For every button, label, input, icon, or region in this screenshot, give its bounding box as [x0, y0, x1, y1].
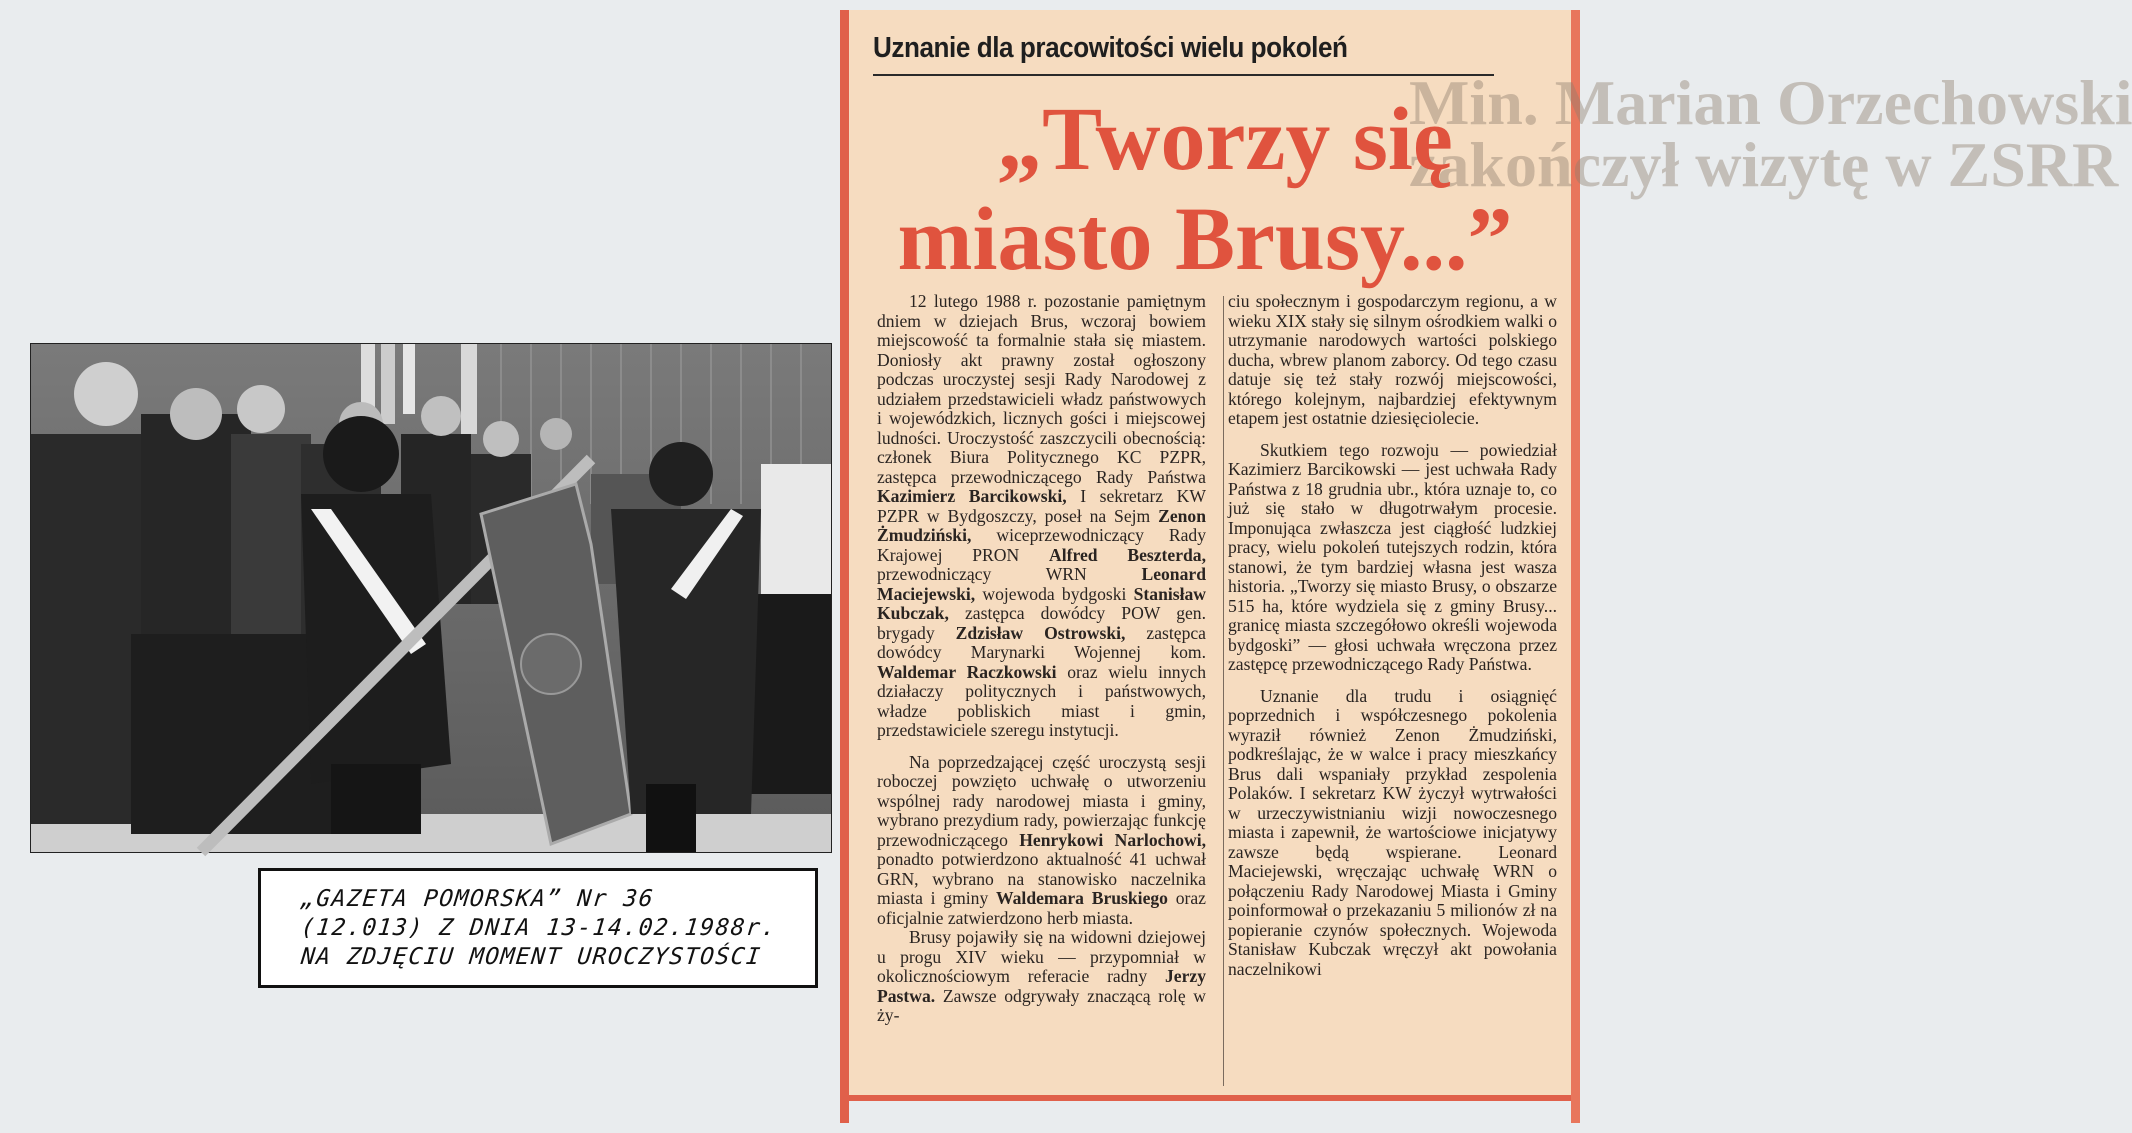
name-bold: Stanisław Kubczak, [877, 583, 1206, 623]
article-body [877, 292, 1557, 1092]
text-run: ponadto potwierdzono aktualność 41 uchwał GRN, wybrano na stanowisko naczelnika miasta i gminy [877, 849, 1206, 908]
name-bold: Waldemar Raczkowski [877, 661, 1057, 682]
text-run: Brusy pojawiły się na widowni dziejowej u progu XIV wieku — przypomniał w okolicznościowym referacie radny [877, 927, 1206, 986]
name-bold: Kazimierz Barcikowski, [877, 486, 1067, 506]
article-kicker: Uznanie dla pracowitości wielu pokoleń [873, 22, 1494, 76]
paragraph-2 [877, 753, 1206, 929]
text-run: przewodniczący WRN [877, 564, 1142, 584]
caption-line-2: (12.013) Z DNIA 13-14.02.1988r. [299, 915, 779, 941]
ghost-line-2: zakończył wizytę w ZSRR [1409, 129, 2119, 200]
photo-caption [258, 868, 818, 988]
name-bold: Zenon Żmudziński, [877, 505, 1206, 545]
paragraph-5: Skutkiem tego rozwoju — powiedział Kazimierz Barcikowski — jest uchwała Rady Państwa z 18 grudnia ubr., która uznaje to, co już się stało w długotrwałym procesie. Imponująca zwłaszcza jest ciągłość ludzkiej pracy, wielu pokoleń tutejszych rodzin, która stanowi, że tym bardziej własna jest wasza historia. „Tworzy się miasto Brusy, o obszarze 515 ha, które wydziela się z gminy Brusy... granicę miasta szczegółowo określi wojewoda bydgoski” — głosi uchwała wręczona przez zastępcę przewodniczącego Rady Państwa. [1228, 439, 1557, 674]
paragraph-6: Uznanie dla trudu i osiągnięć poprzednich i współczesnego pokolenia wyraził również Zenon Żmudziński, podkreślając, że w walce i pracy mieszkańcy Brus dali wspaniały przykład zespolenia Polaków. I sekretarz KW życzył wytrwałości w urzeczywistnianiu wizji nowoczesnego miasta i zapewnił, że wartościowe inicjatywy zawsze będą wspierane. Leonard Maciejewski, wręczając uchwałę WRN o połączeniu Rady Narodowej Miasta i Gminy poinformował o przekazaniu 5 milionów zł na popieranie czynów społecznych. Wojewoda Stanisław Kubczak wręczył akt powołania naczelnikowi [1228, 685, 1557, 979]
text-run: oraz wielu innych działaczy politycznych i państwowych, władze pobliskich miast i gmin, przedstawiciele szeregu instytucji. [877, 661, 1206, 740]
headline-line-2: miasto Brusy...” [897, 190, 1513, 289]
article-headline [895, 90, 1515, 290]
paragraph-1 [877, 292, 1206, 741]
caption-line-1: „GAZETA POMORSKA” Nr 36 [299, 886, 656, 912]
paragraph-4: ciu społecznym i gospodarczym regionu, a w wieku XIX stały się silnym ośrodkiem walki o utrzymanie narodowych wartości polskiego ducha, wbrew planom zaborcy. Od tego czasu datuje się też stały rozwój miejscowości, którego kolejnym, najbardziej efektywnym etapem jest ostatnie dziesięciolecie. [1228, 291, 1557, 428]
ceremony-photo [30, 343, 832, 853]
text-run: wiceprzewodniczący Rady Krajowej PRON [877, 525, 1206, 565]
caption-line-3: NA ZDJĘCIU MOMENT UROCZYSTOŚCI [299, 944, 763, 970]
text-run: I sekretarz KW PZPR w Bydgoszczy, poseł na Sejm [877, 486, 1206, 526]
text-run: 12 lutego 1988 r. pozostanie pamiętnym dniem w dziejach Brus, wczoraj bowiem miejscowość ta formalnie stała się miastem. Doniosły akt prawny został ogłoszony podczas uroczystej sesji Rady Narodowej z udziałem przedstawicieli władz państwowych i wojewódzkich, licznych gości i miejscowej ludności. Uroczystość zaszczycili obecnością: członek Biura Politycznego KC PZPR, zastępca przewodniczącego Rady Państwa [877, 291, 1206, 487]
text-run: wojewoda bydgoski [975, 583, 1134, 604]
name-bold: Henrykowi Narlochowi, [1019, 829, 1207, 850]
article-column-2 [1228, 292, 1557, 1092]
text-run: zastępca dowódcy POW gen. brygady [877, 603, 1206, 643]
name-bold: Waldemara Bruskiego [996, 888, 1168, 908]
article-column-1 [877, 292, 1206, 1092]
table [131, 634, 331, 834]
text-run: Na poprzedzającej część uroczystą sesji roboczej powzięto uchwałę o utworzeniu wspólnej rady narodowej miasta i gminy, wybrano prezydium rady, powierzając funkcję przewodniczącego [877, 751, 1206, 850]
ceremony-photo-drawing [31, 344, 831, 852]
name-bold: Jerzy Pastwa. [877, 966, 1206, 1006]
text-run: Zawsze odgrywały znaczącą rolę w ży- [877, 985, 1206, 1025]
name-bold: Zdzisław Ostrowski, [955, 622, 1126, 643]
text-run: oraz oficjalnie zatwierdzono herb miasta. [877, 888, 1206, 928]
column-rule [1223, 296, 1224, 1086]
ghost-line-1: Min. Marian Orzechowski [1409, 67, 2132, 138]
text-run: zastępca dowódcy Marynarki Wojennej kom. [877, 622, 1206, 662]
name-bold: Alfred Beszterda, [1049, 544, 1206, 565]
newspaper-clipping [840, 10, 2132, 1123]
name-bold: Leonard Maciejewski, [877, 564, 1206, 604]
headline-line-1: „Tworzy się [997, 90, 1453, 189]
paragraph-3 [877, 928, 1206, 1026]
